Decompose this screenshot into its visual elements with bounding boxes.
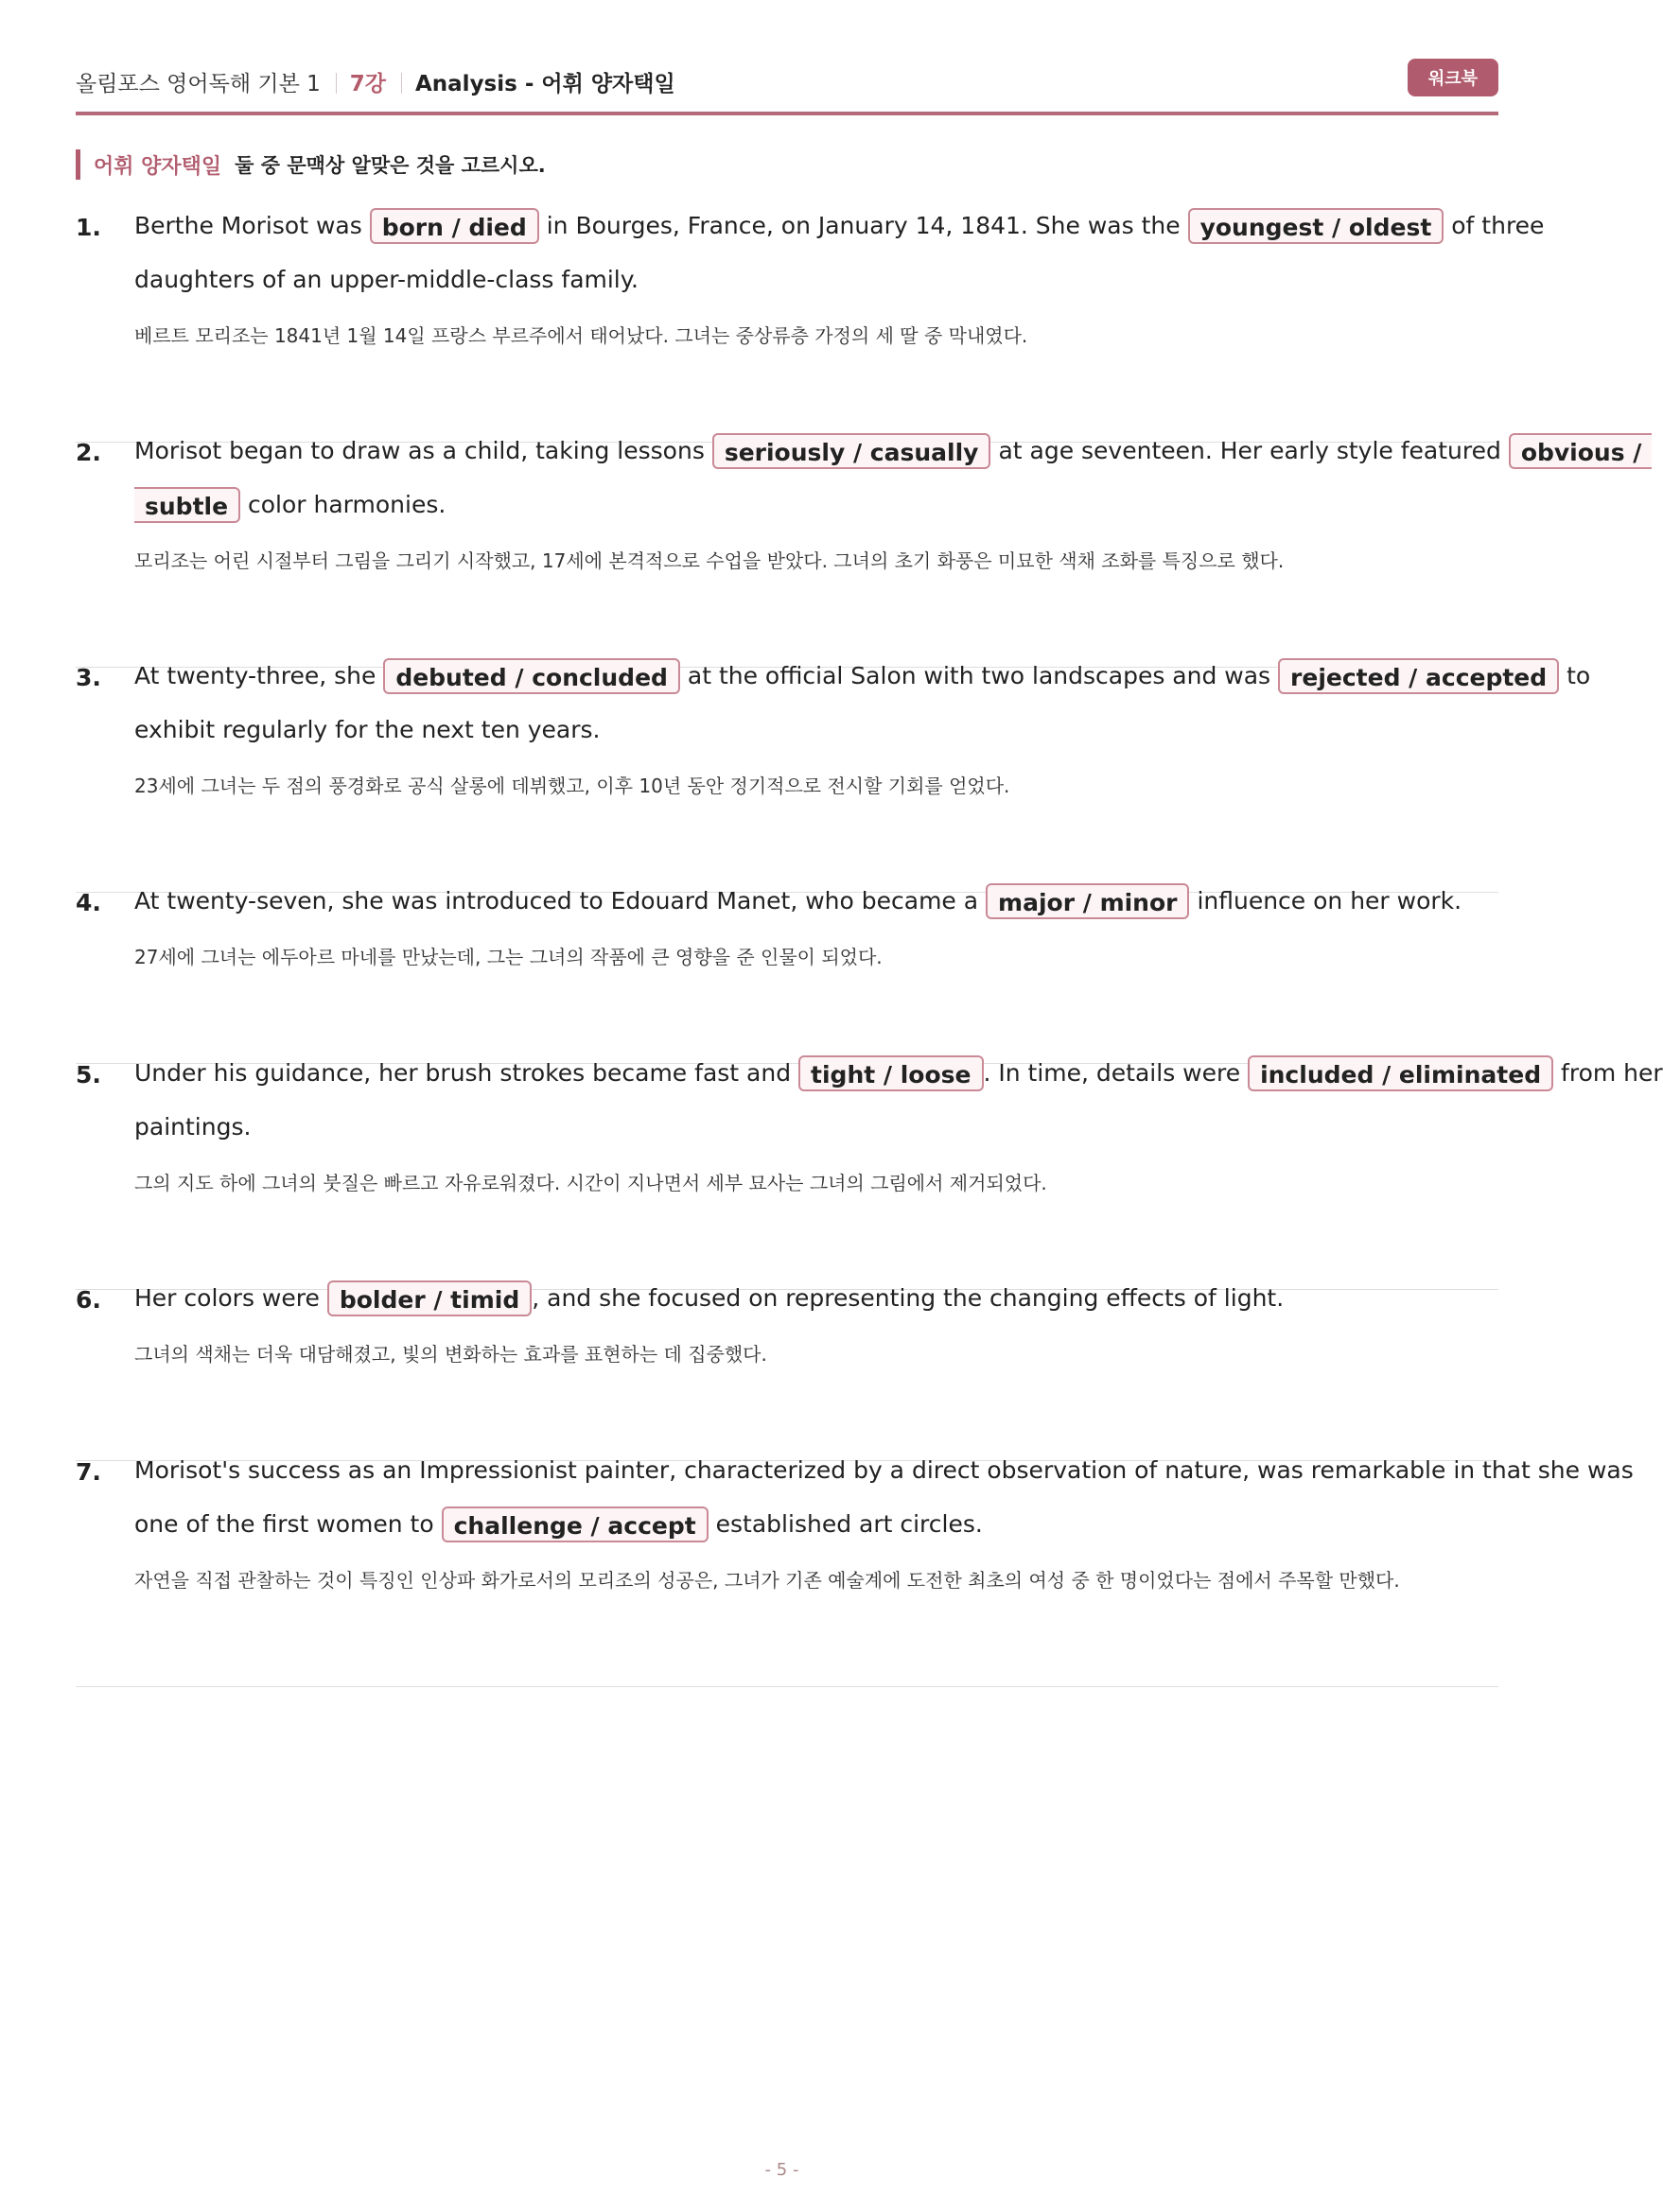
sentence-line <box>134 1507 983 1542</box>
header-rule <box>76 112 1498 115</box>
sentence-line <box>134 487 446 523</box>
sentence-text: of three <box>1451 212 1545 239</box>
question-number: 6. <box>76 1286 101 1314</box>
choice-box[interactable]: included / eliminated <box>1248 1055 1553 1091</box>
question-number: 7. <box>76 1458 101 1486</box>
choice-box[interactable]: bolder / timid <box>327 1280 532 1316</box>
chapter-label: 7강 <box>349 72 386 96</box>
korean-translation: 자연을 직접 관찰하는 것이 특징인 인상파 화가로서의 모리조의 성공은, 그녀가 기존 예술계에 도전한 최초의 여성 중 한 명이었다는 점에서 주목할 만했다. <box>134 1569 1400 1592</box>
sentence-line <box>134 433 1652 469</box>
sentence-line <box>134 1055 1663 1091</box>
sentence-text: At twenty-three, she <box>134 662 376 689</box>
book-title: 올림포스 영어독해 기본 1 <box>76 72 321 96</box>
question-number: 2. <box>76 439 101 466</box>
korean-translation: 그의 지도 하에 그녀의 붓질은 빠르고 자유로워졌다. 시간이 지나면서 세부 묘사는 그녀의 그림에서 제거되었다. <box>134 1172 1047 1194</box>
item-divider <box>76 1686 1498 1687</box>
sentence-line <box>134 208 1544 244</box>
choice-box[interactable]: debuted / concluded <box>383 658 680 694</box>
workbook-badge: 워크북 <box>1408 59 1498 96</box>
sentence-line <box>134 262 639 298</box>
worksheet-page <box>76 59 1663 1592</box>
choice-box[interactable]: seriously / casually <box>712 433 991 469</box>
sentence-text: to <box>1567 662 1591 689</box>
question-number: 1. <box>76 214 101 241</box>
sentence-text: At twenty-seven, she was introduced to Edouard Manet, who became a <box>134 887 979 914</box>
korean-translation: 모리조는 어린 시절부터 그림을 그리기 시작했고, 17세에 본격적으로 수업을 받았다. 그녀의 초기 화풍은 미묘한 색채 조화를 특징으로 했다. <box>134 549 1285 572</box>
sentence-text: daughters of an upper-middle-class family. <box>134 266 639 293</box>
sentence-text: paintings. <box>134 1113 252 1141</box>
question-number: 5. <box>76 1061 101 1089</box>
topic-title: Analysis - 어휘 양자택일 <box>414 72 675 96</box>
sentence-line <box>134 883 1462 919</box>
sentence-line <box>134 658 1590 694</box>
korean-translation: 베르트 모리조는 1841년 1월 14일 프랑스 부르주에서 태어났다. 그녀는 중상류층 가정의 세 딸 중 막내였다. <box>134 324 1028 347</box>
sentence-text: from her <box>1561 1059 1663 1087</box>
breadcrumb-divider <box>336 73 337 94</box>
sentence-text: . In time, details were <box>983 1059 1241 1087</box>
sentence-text: Morisot began to draw as a child, taking lessons <box>134 437 705 464</box>
question-number: 3. <box>76 664 101 691</box>
sentence-line <box>134 1280 1284 1316</box>
choice-box[interactable]: subtle <box>134 487 240 523</box>
choice-box[interactable]: challenge / accept <box>442 1507 709 1542</box>
korean-translation: 27세에 그녀는 에두아르 마네를 만났는데, 그는 그녀의 작품에 큰 영향을 준 인물이 되었다. <box>134 946 883 968</box>
korean-translation: 23세에 그녀는 두 점의 풍경화로 공식 살롱에 데뷔했고, 이후 10년 동안 정기적으로 전시할 기회를 얻었다. <box>134 775 1010 797</box>
section-heading <box>76 149 546 182</box>
choice-box[interactable]: obvious / <box>1509 433 1653 469</box>
breadcrumb <box>76 66 675 97</box>
question-number: 4. <box>76 889 101 916</box>
choice-box[interactable]: born / died <box>370 208 539 244</box>
sentence-text: Morisot's success as an Impressionist painter, characterized by a direct observation of nature, was remarkable in that she was <box>134 1456 1634 1484</box>
sentence-text: Her colors were <box>134 1284 320 1312</box>
choice-box[interactable]: youngest / oldest <box>1188 208 1444 244</box>
choice-box[interactable]: major / minor <box>986 883 1189 919</box>
sentence-text: Berthe Morisot was <box>134 212 362 239</box>
sentence-text: Under his guidance, her brush strokes became fast and <box>134 1059 792 1087</box>
sentence-line <box>134 1109 251 1145</box>
page-header <box>76 59 1498 112</box>
sentence-text: , and she focused on representing the changing effects of light. <box>532 1284 1285 1312</box>
sentence-text: at age seventeen. Her early style featured <box>998 437 1501 464</box>
sentence-line <box>134 1453 1634 1489</box>
sentence-text: established art circles. <box>715 1510 983 1538</box>
section-accent-bar <box>76 149 80 180</box>
breadcrumb-divider <box>401 73 402 94</box>
sentence-text: one of the first women to <box>134 1510 434 1538</box>
sentence-text: color harmonies. <box>248 491 446 518</box>
sentence-text: in Bourges, France, on January 14, 1841. She was the <box>546 212 1181 239</box>
korean-translation: 그녀의 색채는 더욱 대담해졌고, 빛의 변화하는 효과를 표현하는 데 집중했다. <box>134 1343 767 1366</box>
sentence-line <box>134 712 601 748</box>
section-tag: 어휘 양자택일 <box>94 154 222 179</box>
section-instruction: 둘 중 문맥상 알맞은 것을 고르시오. <box>235 154 546 177</box>
choice-box[interactable]: tight / loose <box>798 1055 983 1091</box>
choice-box[interactable]: rejected / accepted <box>1278 658 1559 694</box>
sentence-text: influence on her work. <box>1197 887 1462 914</box>
sentence-text: at the official Salon with two landscapes and was <box>687 662 1271 689</box>
sentence-text: exhibit regularly for the next ten years. <box>134 716 601 743</box>
page-number: - 5 - <box>764 2160 799 2180</box>
